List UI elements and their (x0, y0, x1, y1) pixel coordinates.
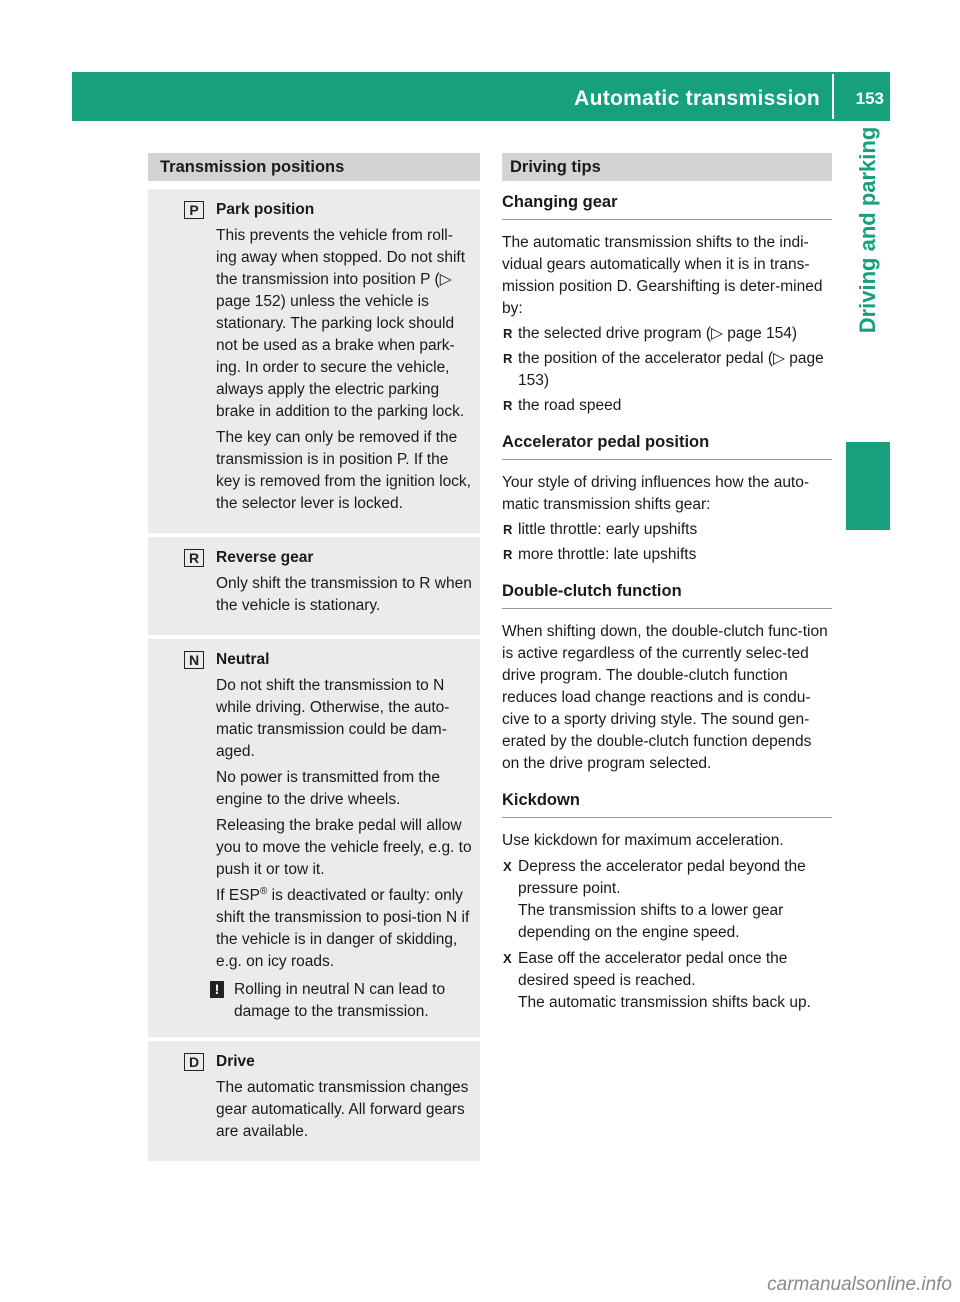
paragraph: Your style of driving influences how the auto-matic transmission shifts gear: (502, 474, 810, 513)
table-row-reverse (148, 537, 480, 635)
row-text: No power is transmitted from the engine to the drive wheels. (216, 769, 440, 808)
reverse-symbol-icon: R (184, 549, 204, 567)
registered-mark: ® (259, 885, 268, 897)
transmission-positions-table (148, 153, 480, 1165)
side-tab-marker (846, 442, 890, 530)
subheading-changing-gear: Changing gear (502, 191, 832, 220)
list-item: R the position of the accelerator pedal (▷ page 153) (503, 350, 824, 389)
row-text: Only shift the transmission to R when the vehicle is stationary. (216, 575, 472, 614)
row-title: Reverse gear (216, 549, 314, 566)
side-tab-label: Driving and parking (855, 126, 880, 334)
bullet-icon: R (503, 326, 513, 341)
table-row-park (148, 189, 480, 533)
step-action: Ease off the accelerator pedal once the desired speed is reached. (518, 950, 788, 989)
row-text: Do not shift the transmission to N while driving. Otherwise, the auto-matic transmission could be dam-aged. (216, 677, 450, 760)
paragraph: The automatic transmission shifts to the indi-vidual gears automatically when it is in trans-mission position D. Gearshifting is deter-mined by: (502, 234, 823, 317)
warning-note (206, 979, 472, 1023)
bullet-icon: R (503, 522, 513, 537)
step-arrow-icon: X (503, 951, 512, 966)
chapter-title: Automatic transmission (574, 87, 820, 110)
page-header (72, 72, 890, 121)
bullet-icon: R (503, 351, 513, 366)
header-divider (832, 74, 834, 119)
driving-tips-section (502, 153, 832, 1014)
paragraph: When shifting down, the double-clutch func-tion is active regardless of the currently selec-ted drive program. The double-clutch function reduces load change reactions and is condu-cive to a sporty driving style. The sound gen-erated by the double-clutch function depends on the drive program selected. (502, 623, 828, 772)
row-title: Park position (216, 201, 315, 218)
instruction-step (502, 856, 832, 944)
list-item: R the road speed (502, 395, 832, 417)
step-result: The transmission shifts to a lower gear depending on the engine speed. (518, 902, 784, 941)
drive-symbol-icon: D (184, 1053, 204, 1071)
neutral-symbol-icon: N (184, 651, 204, 669)
bullet-icon: R (503, 547, 513, 562)
table-row-neutral (148, 639, 480, 1037)
side-tab (846, 122, 890, 340)
warning-icon: ! (210, 981, 224, 998)
list-item: R the selected drive program (▷ page 154) (502, 323, 832, 345)
page-number: 153 (855, 89, 884, 108)
esp-rest: is deactivated or faulty: only shift the transmission to posi-tion N if the vehicle is in danger of skidding, e.g. on icy roads. (216, 887, 470, 970)
list-item: R more throttle: late upshifts (502, 544, 832, 566)
watermark: carmanualsonline.info (767, 1274, 952, 1295)
section-heading: Driving tips (502, 153, 832, 181)
row-text: Releasing the brake pedal will allow you to move the vehicle freely, e.g. to push it or tow it. (216, 817, 472, 878)
row-text: The automatic transmission changes gear automatically. All forward gears are available. (216, 1079, 469, 1140)
table-heading: Transmission positions (148, 153, 480, 181)
esp-note (216, 885, 472, 973)
subheading-kickdown: Kickdown (502, 789, 832, 818)
warning-text: Rolling in neutral N can lead to damage to the transmission. (234, 981, 446, 1020)
subheading-double-clutch: Double-clutch function (502, 580, 832, 609)
esp-prefix: If ESP (216, 887, 260, 904)
step-arrow-icon: X (503, 859, 512, 874)
row-text: This prevents the vehicle from roll-ing away when stopped. Do not shift the transmission into position P (▷ page 152) unless the vehicle is stationary. The parking lock should not be used as a brake when park-ing. In order to secure the vehicle, always apply the electric parking brake in addition to the parking lock. (216, 227, 466, 420)
row-text: The key can only be removed if the transmission is in position P. If the key is removed from the ignition lock, the selector lever is locked. (216, 429, 471, 512)
row-title: Neutral (216, 651, 270, 668)
instruction-step (502, 948, 832, 1014)
step-action: Depress the accelerator pedal beyond the pressure point. (518, 858, 806, 897)
bullet-icon: R (503, 398, 513, 413)
paragraph: Use kickdown for maximum acceleration. (502, 832, 784, 849)
subheading-accelerator: Accelerator pedal position (502, 431, 832, 460)
row-title: Drive (216, 1053, 255, 1070)
park-symbol-icon: P (184, 201, 204, 219)
list-item: R little throttle: early upshifts (502, 519, 832, 541)
table-row-drive (148, 1041, 480, 1161)
step-result: The automatic transmission shifts back up. (518, 994, 811, 1011)
